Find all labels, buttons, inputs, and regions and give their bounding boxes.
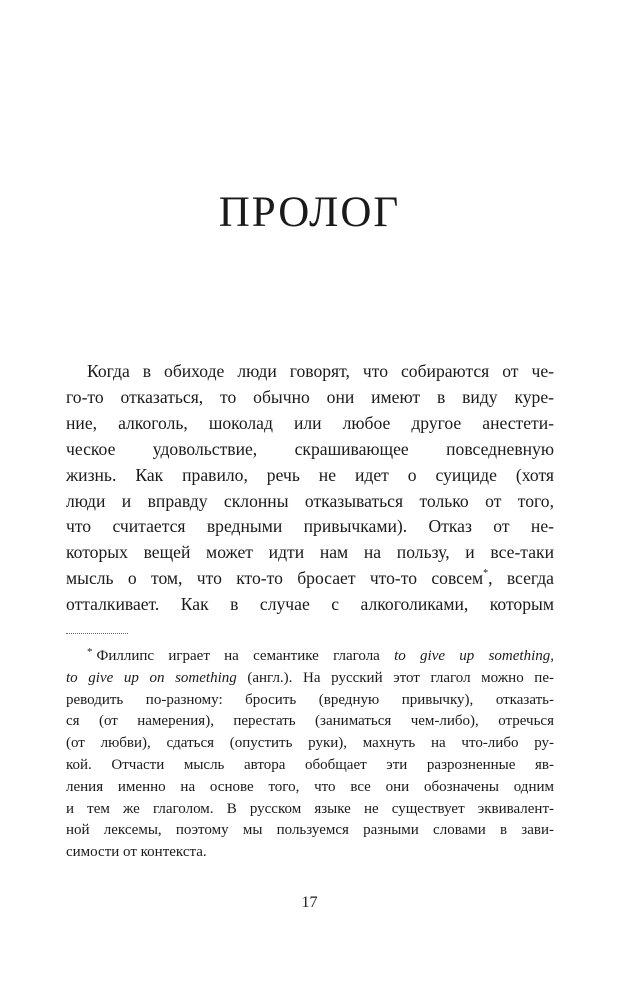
footnote-line: ления именно на основе того, что все они обозначены одним bbox=[66, 778, 554, 795]
body-line: жизнь. Как правило, речь не идет о суициде (хотя bbox=[66, 464, 554, 485]
footnote-line: реводить по-разному: бросить (вредную привычку), отказать- bbox=[66, 691, 554, 708]
body-line: Когда в обиходе люди говорят, что собираются от че- bbox=[87, 361, 554, 381]
body-paragraph bbox=[66, 359, 554, 618]
body-line: люди и вправду склонны отказываться только от того, bbox=[66, 490, 554, 511]
body-line-with-footnote bbox=[66, 566, 554, 592]
footnote-marker: * bbox=[87, 646, 93, 658]
footnote-line: ся (от намерения), перестать (заниматься чем-либо), отречься bbox=[66, 713, 554, 730]
footnote-reference[interactable]: * bbox=[483, 568, 489, 580]
body-line: ческое удовольствие, скрашивающее повседневную bbox=[66, 438, 554, 459]
footnote-line bbox=[66, 668, 554, 690]
footnote-line: ной лексемы, поэтому мы пользуемся разными словами в зави- bbox=[66, 822, 554, 839]
footnote-line bbox=[66, 646, 554, 668]
chapter-title: ПРОЛОГ bbox=[218, 189, 401, 236]
footnote-divider bbox=[66, 633, 128, 634]
footnote-line: (от любви), сдаться (опустить руки), махнуть на что-либо ру- bbox=[66, 735, 554, 752]
page-number: 17 bbox=[301, 894, 318, 911]
body-line: которых вещей может идти нам на пользу, и все-таки bbox=[66, 542, 554, 563]
footnote-line: и тем же глаголом. В русском языке не существует эквивалент- bbox=[66, 800, 554, 817]
footnote-english-term: to give up something, bbox=[394, 648, 554, 664]
footnote-english-term: to give up on something bbox=[66, 669, 237, 686]
footnote-line: кой. Отчасти мысль автора обобщает эти разрозненные яв- bbox=[66, 756, 554, 773]
footnote-text: Филлипс играет на семантике глагола bbox=[96, 648, 395, 664]
body-line: ние, алкоголь, шоколад или любое другое анестети- bbox=[66, 412, 554, 433]
body-line-part: мысль о том, что кто-то бросает что-то совсем bbox=[66, 568, 484, 589]
body-line-part: , всегда bbox=[488, 568, 554, 589]
body-line: отталкивает. Как в случае с алкоголиками, которым bbox=[66, 594, 554, 615]
footnote-text: (англ.). На русский этот глагол можно пе- bbox=[236, 669, 554, 686]
footnote bbox=[66, 646, 554, 864]
footnote-line: симости от контекста. bbox=[66, 844, 207, 861]
body-line: го-то отказаться, то обычно они имеют в виду куре- bbox=[66, 386, 554, 407]
body-line: что считается вредными привычками). Отказ от не- bbox=[66, 516, 554, 537]
